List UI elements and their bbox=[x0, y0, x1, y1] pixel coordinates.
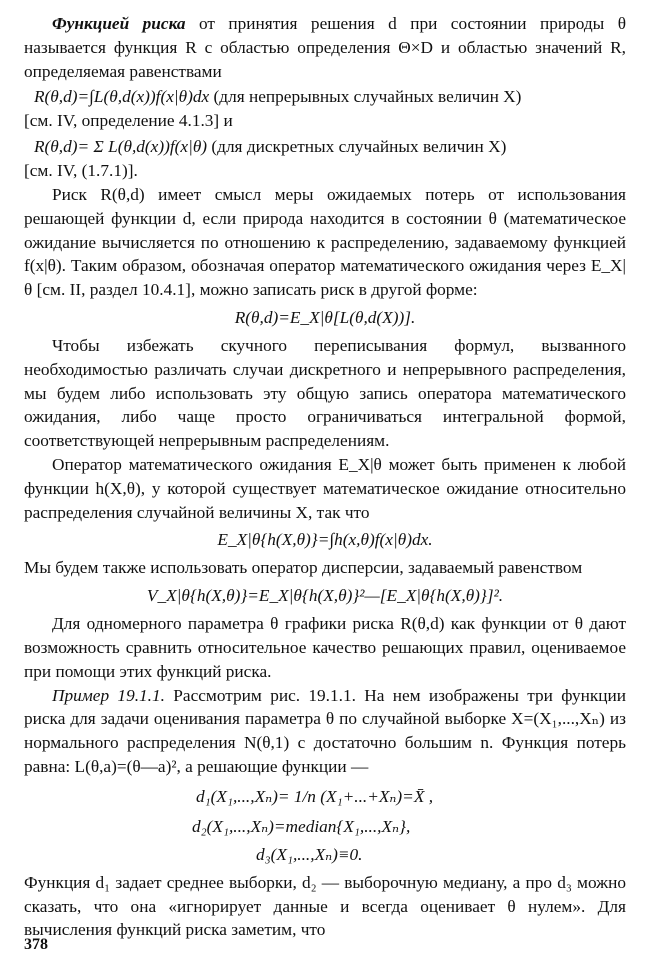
example-text: Рассмотрим рис. 19.1.1. На нем изображены три функции риска для задачи оценивания параметра θ по случайной выборке X=(X₁,...,Xₙ) из нормального распределения N(θ,1) с достаточно большим n. Функция потерь равна: L(θ,a)=(θ—a)², а решающие функции — bbox=[24, 685, 627, 776]
paragraph-risk-graphs: Для одномерного параметра θ графики риска R(θ,d) как функции от θ дают возможность сравнить относительное качество решающих правил, оцениваемое при помощи этих функций риска. bbox=[24, 614, 626, 681]
formula-risk-expectation: R(θ,d)=E_X|θ[L(θ,d(X))]. bbox=[234, 307, 416, 327]
paragraph-variance-intro: Мы будем также использовать оператор дисперсии, задаваемый равенством bbox=[24, 558, 583, 578]
definition-paragraph bbox=[24, 12, 626, 83]
formula-d3: d₃(X₁,...,Xₙ)≡0. bbox=[256, 844, 363, 864]
example-paragraph bbox=[24, 684, 626, 779]
formula-expectation: E_X|θ{h(X,θ)}=∫h(x,θ)f(x|θ)dx. bbox=[217, 530, 433, 550]
formula-risk-discrete-expr: R(θ,d)= Σ L(θ,d(x))f(x|θ) bbox=[34, 137, 208, 157]
example-label: Пример 19.1.1. bbox=[52, 685, 165, 705]
definition-term: Функцией риска bbox=[52, 14, 186, 33]
formula-risk-discrete-note: (для дискретных случайных величин X) bbox=[211, 137, 507, 157]
page-number: 378 bbox=[24, 936, 48, 953]
reference-2: [см. IV, (1.7.1)]. bbox=[24, 161, 138, 181]
paragraph-risk-meaning: Риск R(θ,d) имеет смысл меры ожидаемых потерь от использования решающей функции d, если природа находится в состоянии θ (математическое ожидание вычисляется по отношению к распределению, задаваемому функцией f(x|θ). Таким образом, обозначая оператор математического ожидания через E_X|θ [см. II, раздел 10.4.1], можно записать риск в другой форме: bbox=[24, 184, 626, 300]
formula-risk-continuous-expr: R(θ,d)=∫L(θ,d(x))f(x|θ)dx bbox=[34, 87, 210, 107]
formula-d2: d₂(X₁,...,Xₙ)=median{X₁,...,Xₙ}, bbox=[192, 816, 411, 836]
reference-1: [см. IV, определение 4.1.3] и bbox=[24, 111, 233, 131]
formula-risk-continuous bbox=[24, 85, 626, 109]
formula-variance: V_X|θ{h(X,θ)}=E_X|θ{h(X,θ)}²—[E_X|θ{h(X,θ)}]². bbox=[146, 586, 504, 606]
paragraph-notation: Чтобы избежать скучного переписывания формул, вызванного необходимостью различать случаи дискретного и непрерывного распределения, мы будем либо использовать эту общую запись оператора математического ожидания, либо чаще просто ограничиваться интегральной формой, соответствующей непрерывным распределениям. bbox=[24, 335, 626, 451]
paragraph-decision-functions: Функция d₁ задает среднее выборки, d₂ — выборочную медиану, а про d₃ можно сказать, что она «игнорирует данные и всегда оценивает θ нулем». Для вычисления функций риска заметим, что bbox=[24, 872, 626, 940]
paragraph-expectation-operator: Оператор математического ожидания E_X|θ может быть применен к любой функции h(X,θ), у которой существует математическое ожидание относительно распределения случайной величины X, так что bbox=[24, 454, 626, 522]
formula-d1: d₁(X₁,...,Xₙ)= 1/n (X₁+...+Xₙ)=X̄ , bbox=[196, 786, 434, 806]
definition-text: от принятия решения d при состоянии природы θ называется функция R с областью определения Θ×D и областью значений R, определяемая равенствами bbox=[24, 14, 626, 81]
formula-risk-continuous-note: (для непрерывных случайных величин X) bbox=[213, 87, 522, 107]
formula-risk-discrete bbox=[24, 135, 626, 159]
